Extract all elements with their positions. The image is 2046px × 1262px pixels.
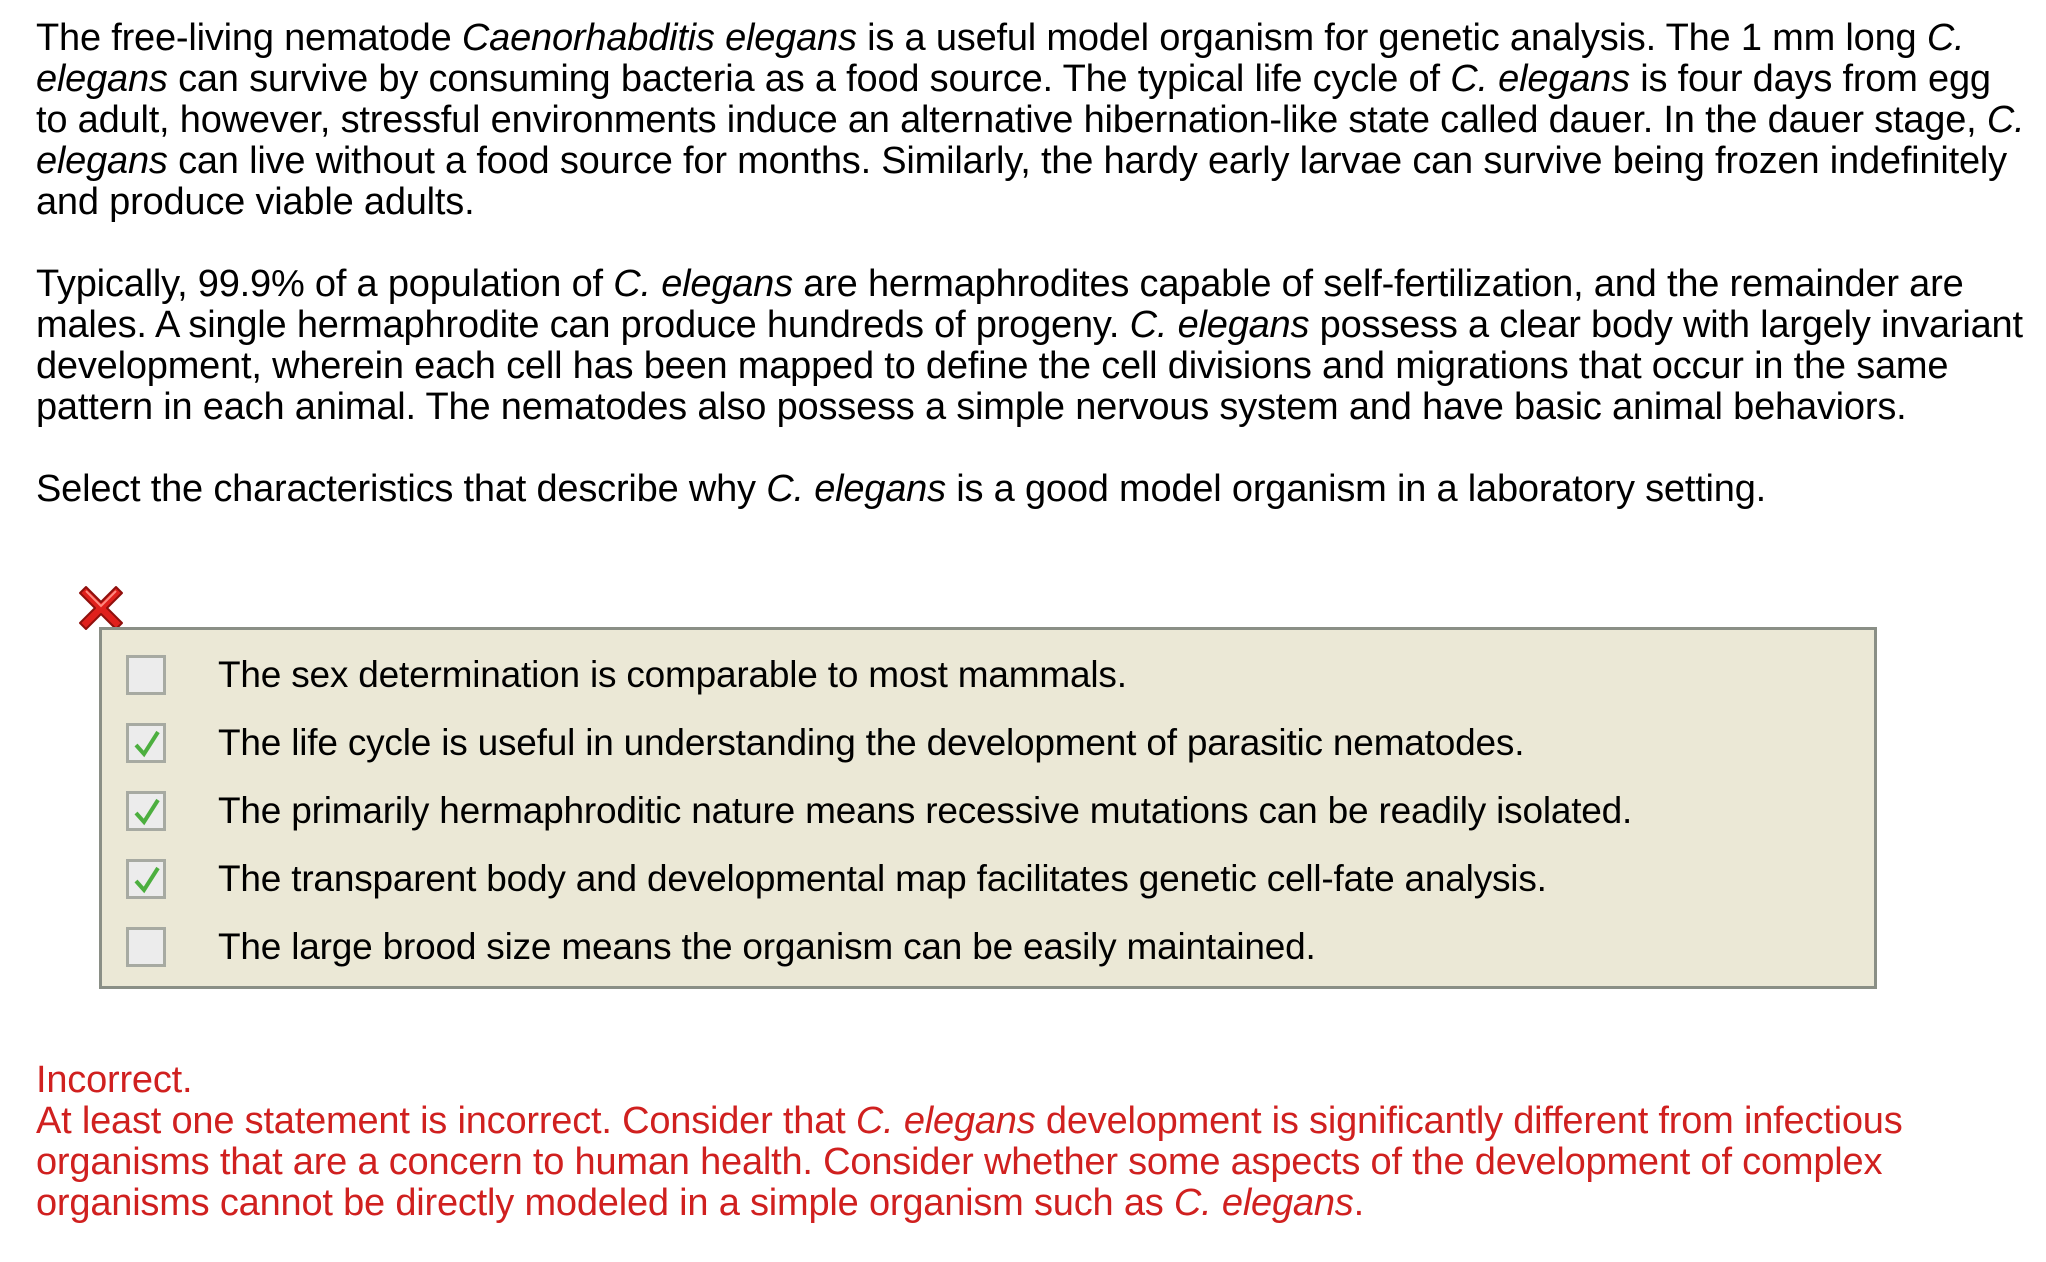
text-run: At least one statement is incorrect. Consider that [36, 1100, 856, 1142]
passage-paragraph-1 [36, 18, 2026, 223]
checkmark-icon [133, 865, 161, 895]
text-run: The free-living nematode [36, 17, 462, 59]
question-prompt [36, 469, 2026, 510]
option-checkbox[interactable] [126, 927, 166, 967]
text-run: . [1353, 1182, 1364, 1224]
text-run: is a useful model organism for genetic analysis. The 1 mm long [856, 17, 1927, 59]
option-checkbox[interactable] [126, 859, 166, 899]
option-label[interactable]: The sex determination is comparable to most mammals. [218, 654, 1127, 695]
text-run: can live without a food source for months. Similarly, the hardy early larvae can survive being frozen indefinitely and produce viable adults. [36, 140, 2007, 223]
checkmark-icon [133, 797, 161, 827]
species-name: C. elegans [613, 263, 793, 305]
checkmark-icon [133, 729, 161, 759]
option-checkbox[interactable] [126, 655, 166, 695]
text-run: development is significantly different from infectious organisms that are a concern to human health. Consider whether some aspects of the development of complex organisms cannot be directly modeled in a simple organism such as [36, 1100, 1903, 1224]
species-name: Caenorhabditis elegans [461, 17, 857, 59]
species-name: C. elegans [766, 468, 946, 510]
option-row[interactable] [126, 855, 1547, 903]
question-page [36, 17, 2026, 1224]
option-row[interactable] [126, 787, 1632, 835]
text-run: Select the characteristics that describe why [36, 468, 767, 510]
option-row[interactable] [126, 923, 1316, 971]
option-checkbox[interactable] [126, 791, 166, 831]
species-name: C. elegans [1129, 304, 1310, 346]
species-name: C. elegans [1450, 58, 1630, 100]
species-name: C. elegans [36, 99, 2025, 182]
option-row[interactable] [126, 651, 1127, 699]
option-label[interactable]: The primarily hermaphroditic nature means recessive mutations can be readily isolated. [218, 790, 1633, 831]
text-run: Typically, 99.9% of a population of [36, 263, 614, 305]
species-name: C. elegans [36, 17, 1965, 100]
option-label[interactable]: The life cycle is useful in understanding the development of parasitic nematodes. [218, 722, 1525, 763]
passage-paragraph-2 [36, 264, 2026, 428]
option-label[interactable]: The transparent body and developmental map facilitates genetic cell-fate analysis. [218, 858, 1547, 899]
feedback-explanation [36, 1101, 2026, 1224]
option-label[interactable]: The large brood size means the organism can be easily maintained. [218, 926, 1316, 967]
species-name: C. elegans [1173, 1182, 1354, 1224]
feedback-status: Incorrect. [36, 1059, 193, 1101]
text-run: can survive by consuming bacteria as a food source. The typical life cycle of [167, 58, 1451, 100]
option-row[interactable] [126, 719, 1524, 767]
species-name: C. elegans [855, 1100, 1036, 1142]
option-checkbox[interactable] [126, 723, 166, 763]
text-run: possess a clear body with largely invariant development, wherein each cell has been mapped to define the cell divisions and migrations that occur in the same pattern in each animal. The nematodes also possess a simple nervous system and have basic animal behaviors. [36, 304, 2023, 428]
text-run: is a good model organism in a laboratory setting. [945, 468, 1767, 510]
text-run: are hermaphrodites capable of self-fertilization, and the remainder are males. A single hermaphrodite can produce hundreds of progeny. [36, 263, 1964, 346]
options-box [99, 627, 1877, 989]
feedback-message [36, 1060, 2026, 1224]
text-run: is four days from egg to adult, however, stressful environments induce an alternative hibernation-like state called dauer. In the dauer stage, [36, 58, 1991, 141]
